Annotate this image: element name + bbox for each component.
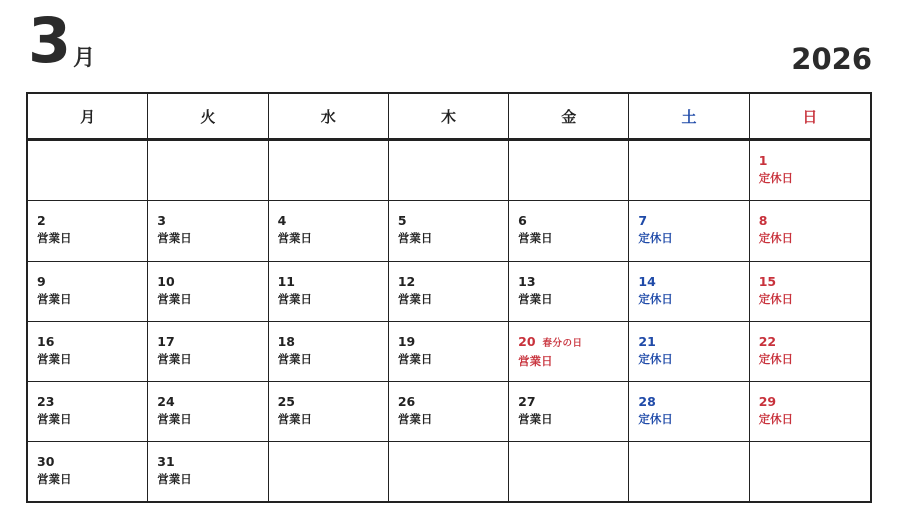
day-cell[interactable] bbox=[509, 382, 629, 441]
day-cell[interactable] bbox=[509, 201, 629, 260]
day-status: 定休日 bbox=[638, 351, 673, 366]
empty-cell bbox=[509, 442, 629, 502]
day-cell[interactable] bbox=[509, 322, 629, 381]
day-number-line bbox=[638, 393, 748, 410]
calendar-grid bbox=[26, 92, 872, 503]
day-status: 営業日 bbox=[397, 231, 433, 246]
holiday-name: 春分の日 bbox=[542, 337, 583, 349]
day-number-line bbox=[37, 273, 147, 290]
day-cell[interactable] bbox=[148, 201, 268, 260]
day-number: 18 bbox=[277, 333, 295, 349]
day-number: 23 bbox=[37, 394, 55, 410]
day-status: 営業日 bbox=[37, 472, 72, 487]
day-status: 営業日 bbox=[397, 351, 433, 366]
day-status: 定休日 bbox=[638, 231, 673, 246]
day-number: 21 bbox=[638, 333, 656, 349]
day-cell[interactable] bbox=[28, 262, 148, 321]
day-number-line bbox=[638, 333, 748, 350]
day-status: 定休日 bbox=[758, 291, 794, 306]
week-row bbox=[28, 141, 870, 201]
day-cell[interactable] bbox=[389, 322, 509, 381]
day-number-line bbox=[278, 333, 388, 350]
empty-cell bbox=[269, 442, 389, 502]
day-status: 営業日 bbox=[157, 351, 192, 366]
day-cell[interactable] bbox=[629, 262, 749, 321]
day-number: 8 bbox=[758, 213, 768, 229]
weeks-body bbox=[28, 141, 870, 503]
day-number: 24 bbox=[157, 394, 175, 410]
day-number-line bbox=[37, 212, 147, 229]
weekday-header-6: 日 bbox=[802, 107, 818, 126]
day-status: 営業日 bbox=[277, 291, 313, 306]
day-status: 営業日 bbox=[37, 351, 72, 366]
day-number-line bbox=[157, 393, 267, 410]
day-cell[interactable] bbox=[750, 262, 870, 321]
day-number-line bbox=[759, 273, 870, 290]
day-cell[interactable] bbox=[148, 322, 268, 381]
weekday-header-5: 土 bbox=[629, 94, 749, 138]
day-cell[interactable] bbox=[148, 382, 268, 441]
week-row bbox=[28, 382, 870, 442]
day-status: 定休日 bbox=[638, 412, 673, 427]
day-number-line bbox=[278, 212, 388, 229]
day-cell[interactable] bbox=[389, 382, 509, 441]
day-number-line bbox=[37, 333, 147, 350]
day-number-line bbox=[398, 393, 508, 410]
week-row bbox=[28, 262, 870, 322]
day-number-line bbox=[759, 152, 870, 169]
day-number-line bbox=[157, 453, 267, 470]
day-status: 営業日 bbox=[37, 412, 72, 427]
day-cell[interactable] bbox=[750, 322, 870, 381]
day-number: 13 bbox=[518, 273, 536, 289]
empty-cell bbox=[389, 442, 509, 502]
empty-cell bbox=[629, 442, 749, 502]
day-number: 29 bbox=[758, 394, 777, 410]
day-cell[interactable] bbox=[28, 322, 148, 381]
day-number: 6 bbox=[518, 213, 527, 229]
day-cell[interactable] bbox=[148, 262, 268, 321]
day-number: 9 bbox=[37, 273, 46, 289]
day-number-line bbox=[759, 393, 870, 410]
day-number-line bbox=[518, 273, 628, 290]
day-number: 1 bbox=[758, 153, 768, 168]
weekday-header-1: 火 bbox=[148, 94, 268, 138]
day-status: 営業日 bbox=[397, 412, 433, 427]
weekday-header-2: 水 bbox=[269, 94, 389, 138]
day-number: 14 bbox=[638, 273, 656, 289]
day-status: 営業日 bbox=[277, 231, 313, 246]
day-number: 28 bbox=[638, 394, 656, 410]
day-cell[interactable] bbox=[509, 262, 629, 321]
day-cell[interactable] bbox=[148, 442, 268, 502]
day-status: 定休日 bbox=[758, 231, 794, 246]
day-status: 定休日 bbox=[758, 351, 794, 366]
day-cell[interactable] bbox=[750, 382, 870, 441]
day-status: 営業日 bbox=[518, 231, 553, 246]
empty-cell bbox=[750, 442, 870, 502]
weekday-header-4: 金 bbox=[509, 94, 629, 138]
day-cell[interactable] bbox=[389, 201, 509, 260]
day-cell[interactable] bbox=[269, 382, 389, 441]
day-cell[interactable] bbox=[750, 201, 870, 260]
day-number-line bbox=[398, 333, 508, 350]
day-number-line bbox=[278, 393, 388, 410]
empty-cell bbox=[28, 141, 148, 200]
day-number: 20 bbox=[518, 333, 536, 349]
day-number: 5 bbox=[397, 213, 407, 229]
empty-cell bbox=[509, 141, 629, 200]
day-status: 営業日 bbox=[157, 231, 192, 246]
day-status: 営業日 bbox=[518, 412, 553, 427]
day-number: 19 bbox=[397, 333, 416, 349]
day-number-line bbox=[638, 212, 748, 229]
day-cell[interactable] bbox=[389, 262, 509, 321]
empty-cell bbox=[148, 141, 268, 200]
day-number: 12 bbox=[397, 273, 416, 289]
day-number-line bbox=[157, 333, 267, 350]
day-status: 営業日 bbox=[37, 231, 72, 246]
day-cell[interactable] bbox=[28, 382, 148, 441]
day-status: 営業日 bbox=[157, 412, 192, 427]
day-status: 営業日 bbox=[157, 291, 192, 306]
week-row bbox=[28, 442, 870, 502]
day-status: 定休日 bbox=[758, 412, 794, 427]
day-status: 営業日 bbox=[277, 412, 313, 427]
day-number: 25 bbox=[277, 394, 295, 410]
day-status: 営業日 bbox=[157, 472, 192, 487]
day-number: 31 bbox=[157, 454, 175, 470]
weekday-header-3: 木 bbox=[389, 94, 509, 138]
day-number-line bbox=[398, 212, 508, 229]
day-number: 22 bbox=[758, 333, 777, 349]
weekday-header-0: 月 bbox=[28, 94, 148, 138]
day-cell[interactable] bbox=[629, 322, 749, 381]
day-cell[interactable] bbox=[28, 201, 148, 260]
day-status: 定休日 bbox=[638, 291, 673, 306]
day-cell[interactable] bbox=[269, 262, 389, 321]
day-number-line bbox=[518, 212, 628, 229]
day-number: 2 bbox=[37, 213, 46, 229]
day-number: 10 bbox=[157, 273, 175, 289]
day-cell[interactable] bbox=[28, 442, 148, 502]
day-number: 30 bbox=[37, 454, 55, 470]
day-cell[interactable] bbox=[750, 141, 870, 200]
day-status: 営業日 bbox=[397, 291, 433, 306]
day-number-line bbox=[518, 393, 628, 410]
day-number: 27 bbox=[518, 394, 536, 410]
empty-cell bbox=[629, 141, 749, 200]
day-cell[interactable] bbox=[269, 322, 389, 381]
day-number-line bbox=[278, 273, 388, 290]
empty-cell bbox=[389, 141, 509, 200]
day-status: 営業日 bbox=[518, 291, 553, 306]
month-suffix: 月 bbox=[73, 46, 96, 71]
day-number: 7 bbox=[638, 213, 648, 229]
day-cell[interactable] bbox=[269, 201, 389, 260]
day-number-line bbox=[37, 453, 147, 470]
day-cell[interactable] bbox=[629, 382, 749, 441]
empty-cell bbox=[269, 141, 389, 200]
day-status: 営業日 bbox=[37, 291, 72, 306]
calendar-header bbox=[26, 0, 872, 92]
day-number: 26 bbox=[397, 394, 416, 410]
day-status: 営業日 bbox=[518, 353, 553, 368]
day-number-line bbox=[759, 333, 870, 350]
day-number: 4 bbox=[277, 213, 287, 229]
week-row bbox=[28, 322, 870, 382]
day-status: 営業日 bbox=[277, 351, 313, 366]
day-number: 16 bbox=[37, 333, 55, 349]
year-label: 2026 bbox=[791, 42, 872, 76]
day-number-line bbox=[759, 212, 870, 229]
day-number-line bbox=[398, 273, 508, 290]
day-number-line bbox=[638, 273, 748, 290]
day-number-line bbox=[37, 393, 147, 410]
day-number-line bbox=[157, 212, 267, 229]
week-row bbox=[28, 201, 870, 261]
day-cell[interactable] bbox=[629, 201, 749, 260]
day-number: 11 bbox=[277, 273, 295, 289]
day-number: 15 bbox=[758, 273, 777, 289]
day-number: 17 bbox=[157, 333, 175, 349]
day-number: 3 bbox=[157, 213, 166, 229]
day-number-line bbox=[157, 273, 267, 290]
weekday-header-row bbox=[28, 94, 870, 141]
month-title bbox=[28, 6, 95, 76]
day-number-line bbox=[518, 333, 628, 352]
day-status: 定休日 bbox=[758, 171, 794, 185]
month-number: 3 bbox=[28, 4, 71, 77]
